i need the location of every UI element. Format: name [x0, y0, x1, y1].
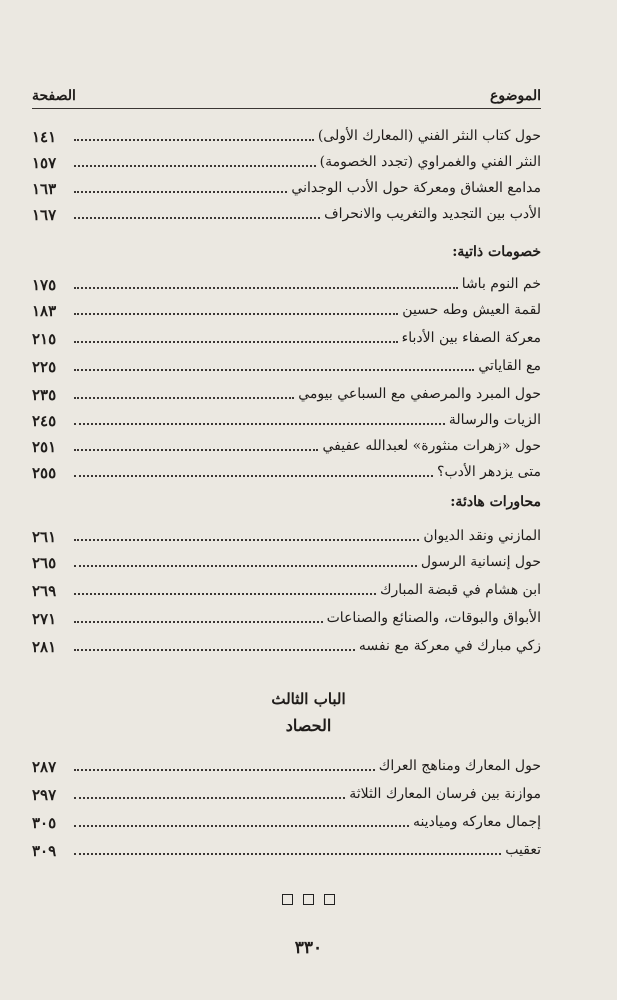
dot-leader	[74, 592, 376, 595]
dot-leader	[74, 286, 458, 289]
toc-entry	[32, 406, 541, 430]
chapter-name: الحصاد	[285, 716, 332, 735]
toc-entry-page: ٢٩٧	[32, 786, 57, 804]
toc-entry	[32, 780, 541, 804]
toc-entry-page: ٢٥٥	[32, 464, 57, 482]
toc-entry-title: حول المبرد والمرصفي مع السباعي بيومي	[298, 386, 541, 402]
square-icon	[303, 894, 314, 905]
dot-leader	[74, 138, 314, 141]
toc-entry-page: ٢١٥	[32, 330, 57, 348]
toc-entry-title: حول «زهرات منثورة» لعبدالله عفيفي	[322, 438, 541, 454]
toc-entry-title: حول المعارك ومناهج العراك	[378, 758, 541, 774]
toc-entry	[32, 200, 541, 224]
dot-leader	[74, 216, 320, 219]
toc-entry-title: تعقيب	[505, 842, 541, 858]
toc-entry-title: معركة الصفاء بين الأدباء	[401, 330, 541, 346]
toc-entry	[32, 458, 541, 482]
toc-entry	[32, 352, 541, 376]
toc-entry-title: حول إنسانية الرسول	[420, 554, 541, 570]
toc-entry-title: متى يزدهر الأدب؟	[437, 464, 541, 480]
dot-leader	[74, 648, 355, 651]
toc-entry	[32, 296, 541, 320]
toc-entry-page: ٢٦٥	[32, 554, 57, 572]
dot-leader	[74, 768, 375, 771]
toc-entry-title: إجمال معاركه وميادينه	[412, 814, 541, 830]
section-heading: خصومات ذاتية:	[452, 244, 541, 260]
toc-entry-page: ٢٣٥	[32, 386, 57, 404]
toc-entry-title: النثر الفني والغمراوي (تجدد الخصومة)	[319, 154, 541, 170]
toc-entry-page: ٢٢٥	[32, 358, 57, 376]
page-number: ٣٣٠	[294, 938, 323, 958]
toc-entry-title: مدامع العشاق ومعركة حول الأدب الوجداني	[291, 180, 541, 196]
toc-entry-page: ١٨٣	[32, 302, 57, 320]
dot-leader	[74, 190, 287, 193]
toc-entry-page: ٢٥١	[32, 438, 57, 456]
toc-entry-page: ٢٨٧	[32, 758, 57, 776]
toc-entry-page: ١٦٧	[32, 206, 57, 224]
dot-leader	[74, 312, 398, 315]
toc-entry	[32, 632, 541, 656]
section-heading: محاورات هادئة:	[450, 494, 541, 510]
dot-leader	[74, 852, 501, 855]
toc-entry	[32, 752, 541, 776]
toc-entry-page: ١٥٧	[32, 154, 57, 172]
toc-entry	[32, 604, 541, 628]
dot-leader	[74, 422, 445, 425]
toc-entry	[32, 270, 541, 294]
toc-entry-title: حول كتاب النثر الفني (المعارك الأولى)	[317, 128, 541, 144]
dot-leader	[74, 396, 294, 399]
toc-entry-page: ١٧٥	[32, 276, 57, 294]
toc-entry	[32, 548, 541, 572]
square-icon	[282, 894, 293, 905]
dot-leader	[74, 824, 409, 827]
dot-leader	[74, 368, 474, 371]
toc-entry-title: الأبواق والبوقات، والصنائع والصناعات	[326, 610, 541, 626]
toc-entry-title: الأدب بين التجديد والتغريب والانحراف	[324, 206, 541, 222]
dot-leader	[74, 164, 316, 167]
toc-entry-page: ٣٠٥	[32, 814, 57, 832]
toc-entry-page: ١٤١	[32, 128, 57, 146]
header-page-label: الصفحة	[32, 88, 76, 104]
toc-entry-title: مع القاياتي	[478, 358, 541, 374]
dot-leader	[74, 564, 417, 567]
toc-entry-title: لقمة العيش وطه حسين	[402, 302, 541, 318]
toc-entry	[32, 380, 541, 404]
toc-entry-title: موازنة بين فرسان المعارك الثلاثة	[349, 786, 541, 802]
toc-entry-page: ٢٦١	[32, 528, 57, 546]
toc-entry-page: ٢٨١	[32, 638, 57, 656]
toc-entry	[32, 836, 541, 860]
toc-entry	[32, 522, 541, 546]
toc-entry-page: ١٦٣	[32, 180, 57, 198]
toc-entry-page: ٢٤٥	[32, 412, 57, 430]
dot-leader	[74, 340, 398, 343]
toc-entry	[32, 148, 541, 172]
dot-leader	[74, 448, 318, 451]
toc-entry-title: خم النوم باشا	[461, 276, 541, 292]
dot-leader	[74, 620, 323, 623]
toc-entry	[32, 576, 541, 600]
dot-leader	[74, 538, 419, 541]
toc-entry-title: الزيات والرسالة	[448, 412, 541, 428]
header-topic-label: الموضوع	[490, 88, 541, 104]
toc-entry-title: المازني ونقد الديوان	[423, 528, 541, 544]
toc-entry	[32, 432, 541, 456]
dot-leader	[74, 796, 345, 799]
toc-entry-title: ابن هشام في قبضة المبارك	[379, 582, 541, 598]
chapter-heading: الباب الثالث	[271, 690, 346, 708]
square-icon	[324, 894, 335, 905]
toc-header	[32, 84, 541, 109]
toc-entry-title: زكي مبارك في معركة مع نفسه	[358, 638, 541, 654]
toc-entry-page: ٢٦٩	[32, 582, 57, 600]
toc-entry	[32, 174, 541, 198]
toc-entry	[32, 808, 541, 832]
dot-leader	[74, 474, 433, 477]
toc-entry	[32, 324, 541, 348]
squares-ornament-icon	[0, 894, 617, 909]
toc-entry-page: ٣٠٩	[32, 842, 57, 860]
toc-entry-page: ٢٧١	[32, 610, 57, 628]
toc-entry	[32, 122, 541, 146]
